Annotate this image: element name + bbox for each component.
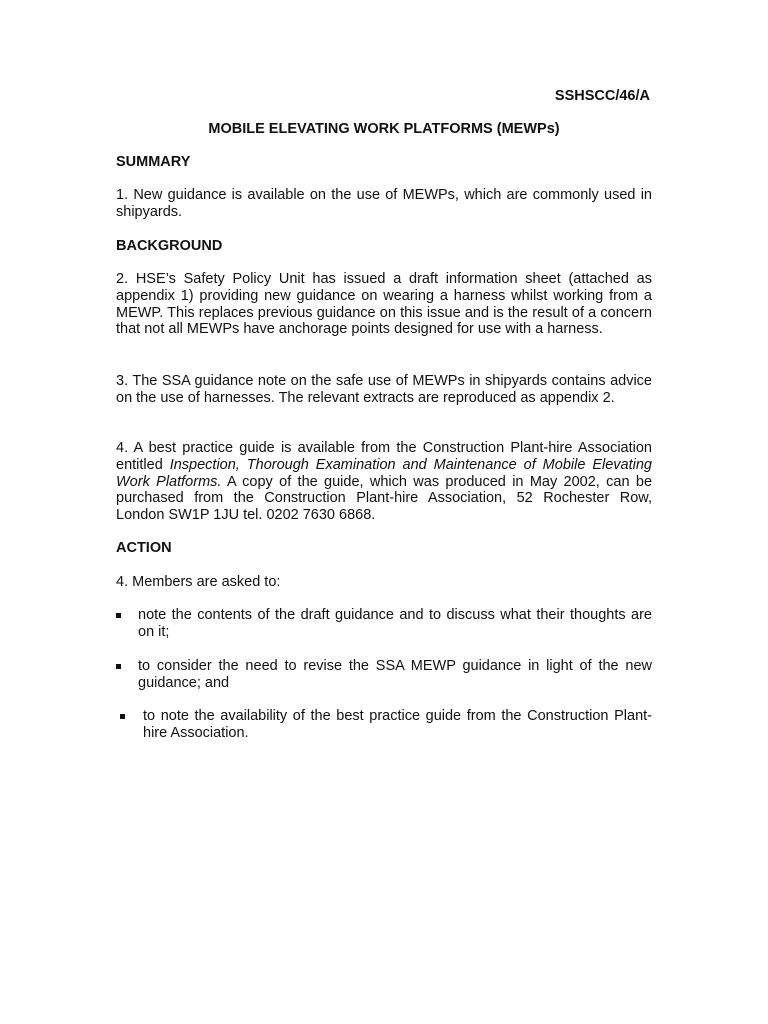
paragraph-1: 1. New guidance is available on the use of MEWPs, which are commonly used in shipyards. [116,187,652,220]
paragraph-4 [116,440,652,524]
bullet-text: note the contents of the draft guidance and to discuss what their thoughts are on it; [138,607,652,640]
bullet-text: to consider the need to revise the SSA MEWP guidance in light of the new guidance; and [138,658,652,691]
summary-heading: SUMMARY [116,154,191,170]
bullet-square-icon [120,714,125,719]
bullet-square-icon [116,613,121,618]
action-bullet-3 [116,708,652,744]
action-bullet-1 [116,607,652,643]
bullet-square-icon [116,664,121,669]
document-reference: SSHSCC/46/A [554,88,650,104]
paragraph-4-start: 4. A best practice guide is available from the Construction Plant-hire Association entitled [116,440,652,473]
bullet-text: to note the availability of the best practice guide from the Construction Plant-hire Association. [143,708,652,741]
document-title: MOBILE ELEVATING WORK PLATFORMS (MEWPs) [208,121,560,137]
action-intro: 4. Members are asked to: [116,574,281,590]
paragraph-2: 2. HSE’s Safety Policy Unit has issued a draft information sheet (attached as appendix 1) providing new guidance on wearing a harness whilst working from a MEWP. This replaces previous guidance on this issue and is the result of a concern that not all MEWPs have anchorage points designed for use with a harness. [116,271,652,338]
paragraph-4-end: A copy of the guide, which was produced in May 2002, can be purchased from the Construction Plant-hire Association, 52 Rochester Row, London SW1P 1JU tel. 0202 7630 6868. [116,473,653,524]
guide-title-italic: Inspection, Thorough Examination and Maintenance of Mobile Elevating Work Platforms. [116,456,652,490]
paragraph-3: 3. The SSA guidance note on the safe use of MEWPs in shipyards contains advice on the use of harnesses. The relevant extracts are reproduced as appendix 2. [116,373,652,406]
action-heading: ACTION [116,540,172,556]
background-heading: BACKGROUND [116,238,223,254]
action-bullet-2 [116,658,652,694]
